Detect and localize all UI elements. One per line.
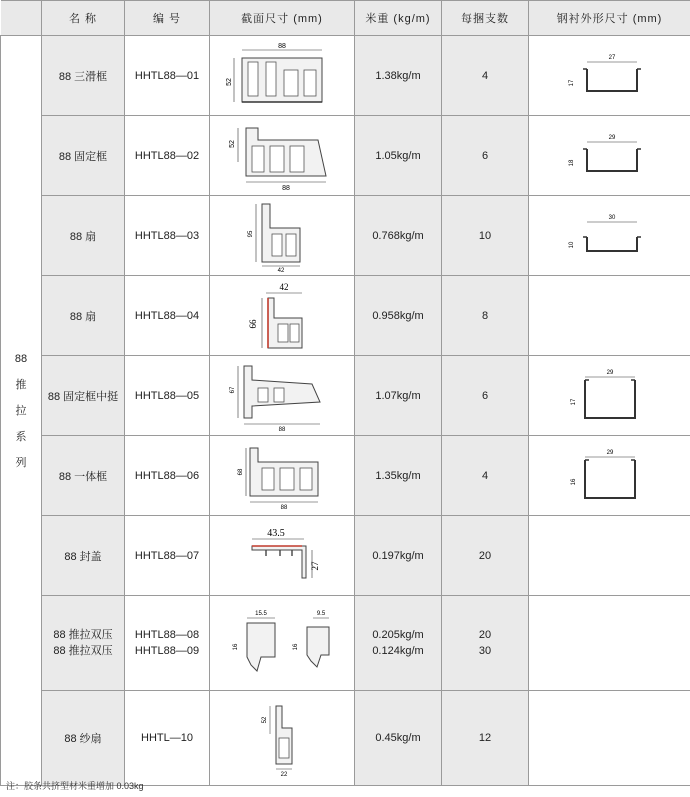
product-code: HHTL88—04: [125, 276, 210, 356]
product-name: 88 三滑框: [42, 36, 125, 116]
profile-drawing-06: [222, 440, 342, 512]
svg-text:42: 42: [277, 267, 285, 272]
svg-text:29: 29: [606, 369, 613, 376]
steel-profile-05: [565, 366, 655, 426]
svg-text:27: 27: [310, 561, 320, 570]
svg-text:16: 16: [233, 643, 239, 651]
product-name: 88 固定框: [42, 116, 125, 196]
product-code: HHTL88—08 HHTL88—09: [125, 596, 210, 691]
profile-drawing-02: [222, 120, 342, 192]
product-name: 88 扇: [42, 276, 125, 356]
profile-drawing-04: [222, 280, 342, 352]
section-drawing: [210, 356, 355, 436]
meter-weight: 0.45kg/m: [355, 691, 442, 786]
profile-drawing-07: [222, 520, 342, 592]
section-drawing: [210, 596, 355, 691]
table-row: [1, 596, 690, 691]
product-name: 88 扇: [42, 196, 125, 276]
steel-drawing: [529, 356, 690, 436]
meter-weight: 0.205kg/m 0.124kg/m: [355, 596, 442, 691]
steel-drawing-empty: [529, 596, 690, 691]
table-row: [1, 36, 690, 116]
pieces-per-bundle: 4: [442, 436, 529, 516]
pieces-per-bundle: 6: [442, 116, 529, 196]
table-row: [1, 516, 690, 596]
header-steel: 钢衬外形尺寸 (mm): [529, 1, 690, 36]
svg-text:17: 17: [570, 398, 577, 405]
product-code: HHTL88—07: [125, 516, 210, 596]
product-name: 88 封盖: [42, 516, 125, 596]
steel-drawing-empty: [529, 516, 690, 596]
steel-profile-01: [565, 51, 655, 101]
svg-text:16: 16: [570, 478, 577, 485]
product-name: 88 推拉双压 88 推拉双压: [42, 596, 125, 691]
series-label: 88 推 拉 系 列: [1, 36, 42, 786]
svg-text:18: 18: [568, 159, 575, 166]
pieces-per-bundle: 12: [442, 691, 529, 786]
header-code: 编 号: [125, 1, 210, 36]
meter-weight: 1.35kg/m: [355, 436, 442, 516]
svg-text:10: 10: [568, 241, 575, 248]
header-row: [1, 1, 690, 36]
meter-weight: 1.07kg/m: [355, 356, 442, 436]
product-name: 88 一体框: [42, 436, 125, 516]
table-row: [1, 356, 690, 436]
steel-drawing-empty: [529, 276, 690, 356]
svg-text:43.5: 43.5: [267, 527, 285, 539]
svg-text:42: 42: [279, 281, 289, 292]
table-row: [1, 116, 690, 196]
table-row: [1, 436, 690, 516]
product-code: HHTL88—03: [125, 196, 210, 276]
svg-text:88: 88: [280, 504, 288, 511]
product-code: HHTL88—01: [125, 36, 210, 116]
profile-drawing-05: [222, 360, 342, 432]
pieces-per-bundle: 8: [442, 276, 529, 356]
header-per-bundle: 每捆支数: [442, 1, 529, 36]
section-drawing: [210, 516, 355, 596]
product-code: HHTL—10: [125, 691, 210, 786]
header-name: 名 称: [42, 1, 125, 36]
section-drawing: [210, 196, 355, 276]
svg-text:17: 17: [568, 79, 575, 86]
svg-text:22: 22: [280, 772, 288, 778]
section-drawing: [210, 36, 355, 116]
profile-drawing-08-09: [217, 603, 347, 683]
section-drawing: [210, 116, 355, 196]
steel-profile-02: [565, 131, 655, 181]
steel-profile-03: [565, 211, 655, 261]
pieces-per-bundle: 20: [442, 516, 529, 596]
meter-weight: 0.197kg/m: [355, 516, 442, 596]
svg-text:29: 29: [608, 134, 615, 141]
section-drawing: [210, 276, 355, 356]
table-row: [1, 276, 690, 356]
section-drawing: [210, 436, 355, 516]
meter-weight: 0.958kg/m: [355, 276, 442, 356]
steel-drawing: [529, 36, 690, 116]
pieces-per-bundle: 6: [442, 356, 529, 436]
steel-drawing: [529, 196, 690, 276]
svg-text:88: 88: [278, 426, 286, 432]
svg-text:52: 52: [262, 716, 268, 724]
product-code: HHTL88—05: [125, 356, 210, 436]
steel-profile-06: [565, 446, 655, 506]
svg-text:16: 16: [293, 643, 299, 651]
table-row: [1, 196, 690, 276]
profile-drawing-01: [222, 40, 342, 112]
svg-text:52: 52: [229, 139, 236, 148]
header-weight: 米重 (kg/m): [355, 1, 442, 36]
svg-text:29: 29: [606, 449, 613, 456]
svg-text:27: 27: [608, 54, 615, 61]
product-code: HHTL88—02: [125, 116, 210, 196]
svg-text:88: 88: [278, 42, 286, 50]
svg-text:15.5: 15.5: [255, 611, 267, 617]
steel-drawing: [529, 116, 690, 196]
svg-text:95: 95: [248, 230, 254, 237]
section-drawing: [210, 691, 355, 786]
pieces-per-bundle: 10: [442, 196, 529, 276]
svg-text:67: 67: [230, 386, 236, 393]
header-series: [1, 1, 42, 36]
meter-weight: 1.38kg/m: [355, 36, 442, 116]
steel-drawing-empty: [529, 691, 690, 786]
footnote: 注：胶条共挤型材米重增加 0.03kg: [6, 781, 144, 791]
pieces-per-bundle: 4: [442, 36, 529, 116]
product-name: 88 纱扇: [42, 691, 125, 786]
product-code: HHTL88—06: [125, 436, 210, 516]
meter-weight: 0.768kg/m: [355, 196, 442, 276]
pieces-per-bundle: 20 30: [442, 596, 529, 691]
profile-drawing-10: [222, 698, 342, 778]
profile-drawing-03: [222, 200, 342, 272]
steel-drawing: [529, 436, 690, 516]
svg-text:68: 68: [238, 468, 244, 475]
header-section: 截面尺寸 (mm): [210, 1, 355, 36]
product-name: 88 固定框中挺: [42, 356, 125, 436]
svg-text:88: 88: [282, 184, 290, 192]
svg-text:66: 66: [248, 319, 258, 328]
svg-text:9.5: 9.5: [316, 611, 326, 617]
meter-weight: 1.05kg/m: [355, 116, 442, 196]
table-row: [1, 691, 690, 786]
svg-text:52: 52: [226, 77, 233, 86]
svg-text:30: 30: [608, 214, 615, 221]
